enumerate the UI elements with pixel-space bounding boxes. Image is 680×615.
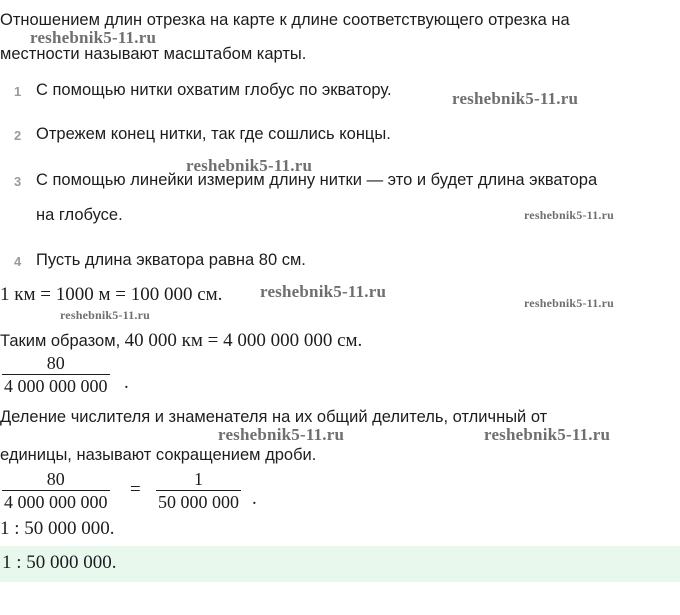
answer-box — [0, 546, 680, 582]
equation-left-numerator: 80 — [46, 469, 65, 489]
step-text-3-continued: на глобусе. — [36, 206, 123, 224]
watermark: reshebnik5-11.ru — [30, 28, 157, 47]
watermark: reshebnik5-11.ru — [218, 425, 345, 444]
watermark: reshebnik5-11.ru — [260, 282, 387, 301]
step-number-2: 2 — [14, 128, 22, 143]
step-text-2: Отрежем конец нитки, так где сошлись концы. — [36, 125, 391, 143]
thus-label: Таким образом, — [0, 332, 121, 350]
fraction-numerator: 80 — [46, 353, 65, 373]
step-number-3: 3 — [14, 174, 22, 189]
watermark: reshebnik5-11.ru — [452, 89, 579, 108]
watermark: reshebnik5-11.ru — [186, 156, 313, 175]
step-text-1: С помощью нитки охватим глобус по экватору. — [36, 81, 392, 99]
equation-right-numerator: 1 — [194, 469, 203, 489]
reduction-line-2: единицы, называют сокращением дроби. — [0, 446, 317, 464]
step-number-4: 4 — [14, 254, 22, 269]
fraction-80-over-4-billion — [2, 352, 110, 397]
step-number-1: 1 — [14, 84, 22, 99]
answer-value: 1 : 50 000 000. — [2, 552, 117, 573]
definition-line-2: местности называют масштабом карты. — [0, 45, 307, 63]
thus-expression: 40 000 км = 4 000 000 000 см. — [124, 330, 363, 351]
scale-ratio: 1 : 50 000 000. — [0, 518, 115, 539]
fraction-denominator: 4 000 000 000 — [4, 376, 108, 396]
definition-line-1: Отношением длин отрезка на карте к длине соответствующего отрезка на — [0, 11, 570, 29]
step-text-3: С помощью линейки измерим длину нитки — это и будет длина экватора — [36, 171, 598, 189]
unit-conversion: 1 км = 1000 м = 100 000 см. — [0, 284, 223, 305]
equation-left-denominator: 4 000 000 000 — [4, 492, 108, 512]
watermark: reshebnik5-11.ru — [60, 308, 150, 322]
equation-left-fraction — [2, 468, 110, 513]
watermark: reshebnik5-11.ru — [524, 208, 614, 222]
watermark: reshebnik5-11.ru — [484, 425, 611, 444]
watermark: reshebnik5-11.ru — [524, 296, 614, 310]
equation-right-denominator: 50 000 000 — [158, 492, 239, 512]
equation-equals-sign: = — [130, 479, 141, 500]
reduction-line-1: Деление числителя и знаменателя на их общий делитель, отличный от — [0, 408, 548, 426]
equation-right-fraction — [156, 468, 241, 513]
thus-line — [0, 330, 362, 352]
fraction-period: . — [124, 372, 129, 393]
equation-period: . — [252, 488, 257, 509]
step-text-4: Пусть длина экватора равна 80 см. — [36, 251, 306, 269]
